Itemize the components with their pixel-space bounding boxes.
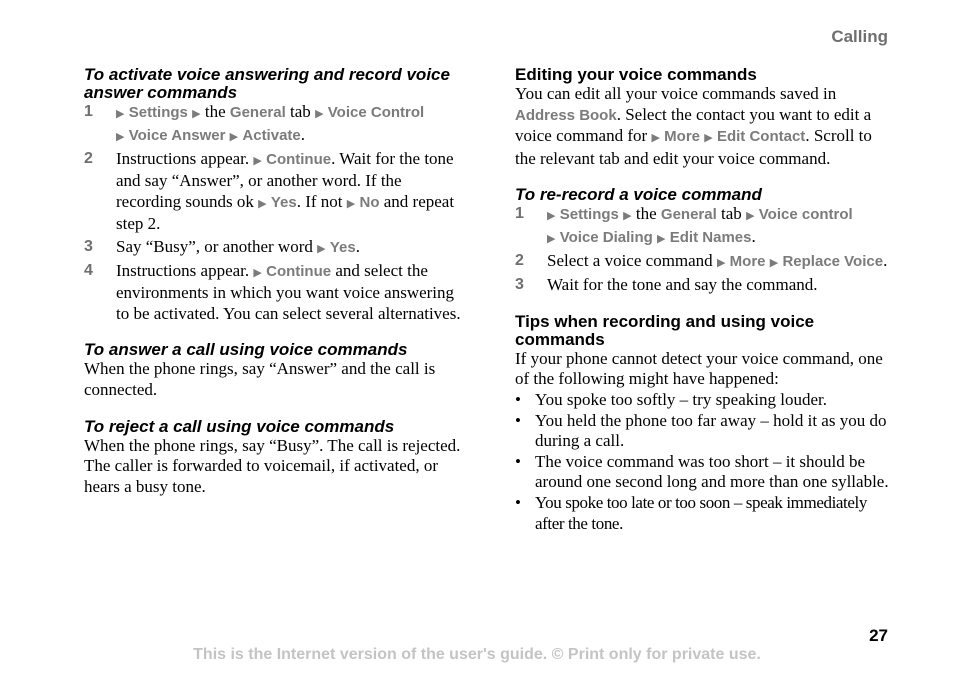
menu-arrow-icon: ▶ [229,130,239,143]
section-editing-voice-commands [515,66,893,169]
menu-item-replace-voice: Replace Voice [782,253,884,271]
menu-item-voice-dialing: Voice Dialing [559,228,653,246]
list-item-text: The voice command was too short – it should be around one second long and more than one syllable. [535,451,889,492]
menu-arrow-icon: ▶ [657,232,666,245]
footer-notice: This is the Internet version of the user's guide. © Print only for private use. [193,646,761,663]
section-answer-call [84,341,462,400]
section-heading: To activate voice answering and record voice answer commands [84,65,450,102]
step-text: . [300,124,305,144]
menu-item-voice-control: Voice Control [327,104,425,121]
list-item [515,411,893,452]
step-text: . [355,236,360,256]
menu-item-settings: Settings [559,206,619,224]
tips-list [515,390,893,534]
list-item [515,493,893,534]
section-body: When the phone rings, say “Answer” and the call is connected. [84,359,436,400]
step-item [515,204,893,249]
running-header: Calling [831,27,888,46]
step-text: . [751,226,756,246]
menu-item-edit-names: Edit Names [669,228,752,246]
section-tips-recording [515,313,893,534]
step-text: . If not [296,191,347,211]
section-heading: To re-record a voice command [515,185,762,205]
menu-item-address-book: Address Book [515,106,617,124]
step-item [515,275,893,296]
section-body: When the phone rings, say “Busy”. The call is rejected. The caller is forwarded to voicemail, if activated, or hears a busy tone. [84,435,461,496]
step-text: Instructions appear. [116,148,254,168]
step-number: 3 [515,276,524,294]
step-number: 1 [515,205,524,223]
list-item-text: You held the phone too far away – hold it as you do during a call. [535,410,887,451]
menu-arrow-icon: ▶ [769,257,779,270]
step-item [84,149,462,235]
menu-arrow-icon: ▶ [346,197,356,210]
step-number: 2 [515,252,524,270]
body-text: You can edit all your voice commands saved in [515,84,837,103]
menu-arrow-icon: ▶ [746,210,755,223]
left-column [84,66,462,514]
menu-item-more: More [664,128,700,146]
step-item [84,237,462,260]
list-item [515,390,893,411]
step-text: . [883,251,888,271]
menu-arrow-icon: ▶ [253,154,262,167]
right-column [515,66,893,551]
menu-arrow-icon: ▶ [258,197,267,210]
step-text: and repeat step 2. [116,191,455,234]
menu-item-settings: Settings [128,104,188,121]
step-text: the [631,204,661,224]
step-number: 4 [84,261,93,279]
menu-item-activate: Activate [242,126,301,144]
section-heading: To answer a call using voice commands [84,340,408,360]
menu-item-continue: Continue [266,150,332,168]
section-heading: Editing your voice commands [515,65,757,84]
menu-arrow-icon: ▶ [547,232,556,245]
bullet-icon: • [515,389,521,409]
menu-item-continue: Continue [266,262,332,280]
menu-arrow-icon: ▶ [192,108,201,120]
step-number: 2 [84,149,93,167]
bullet-icon: • [515,451,521,471]
step-list [84,102,462,324]
step-text: Select a voice command [547,251,717,271]
menu-item-yes: Yes [329,238,356,256]
step-item [515,251,893,274]
menu-arrow-icon: ▶ [116,108,125,120]
menu-item-general: General [660,206,717,224]
menu-item-voice-answer: Voice Answer [128,126,226,144]
menu-arrow-icon: ▶ [317,242,326,255]
list-item-text: You spoke too softly – try speaking louder. [535,389,827,409]
menu-arrow-icon: ▶ [651,132,660,145]
menu-arrow-icon: ▶ [116,130,125,143]
menu-arrow-icon: ▶ [704,132,713,145]
menu-arrow-icon: ▶ [253,266,262,279]
menu-arrow-icon: ▶ [315,108,324,120]
list-item-text: You spoke too late or too soon – speak immediately after the tone. [535,492,867,533]
menu-item-no: No [359,193,380,211]
menu-item-more: More [729,253,766,271]
section-intro: If your phone cannot detect your voice command, one of the following might have happened: [515,348,883,389]
section-activate-voice-answering [84,66,462,324]
section-re-record-voice-command [515,186,893,295]
section-heading: To reject a call using voice commands [84,416,395,436]
step-text: and select the environments in which you want voice answering to be activated. You can select several alternatives. [116,260,461,323]
menu-item-edit-contact: Edit Contact [716,128,806,146]
step-item [84,102,462,147]
step-text: the [200,102,230,121]
step-text: tab [716,204,747,224]
menu-item-voice-control: Voice control [758,206,853,224]
menu-arrow-icon: ▶ [547,210,556,223]
step-number: 1 [84,103,93,120]
section-body [515,84,893,169]
page-number: 27 [869,626,888,645]
menu-arrow-icon: ▶ [623,210,632,223]
step-text: . Wait for the tone and say “Answer”, or another word. If the recording sounds ok [116,148,454,211]
bullet-icon: • [515,410,521,430]
menu-item-yes: Yes [270,193,297,211]
section-reject-call [84,418,462,498]
menu-arrow-icon: ▶ [716,257,726,270]
step-text: Wait for the tone and say the command. [547,275,818,295]
step-text: Instructions appear. [116,260,254,280]
step-text: tab [285,102,316,121]
bullet-icon: • [515,492,521,512]
section-heading: Tips when recording and using voice commands [515,311,815,349]
list-item [515,452,893,493]
body-text: . Select the contact you want to edit a voice command for [515,104,872,146]
step-number: 3 [84,237,93,255]
step-list [515,204,893,295]
body-text: . Scroll to the relevant tab and edit your voice command. [515,126,872,168]
menu-item-general: General [229,104,286,121]
step-item [84,261,462,325]
step-text: Say “Busy”, or another word [116,236,318,256]
